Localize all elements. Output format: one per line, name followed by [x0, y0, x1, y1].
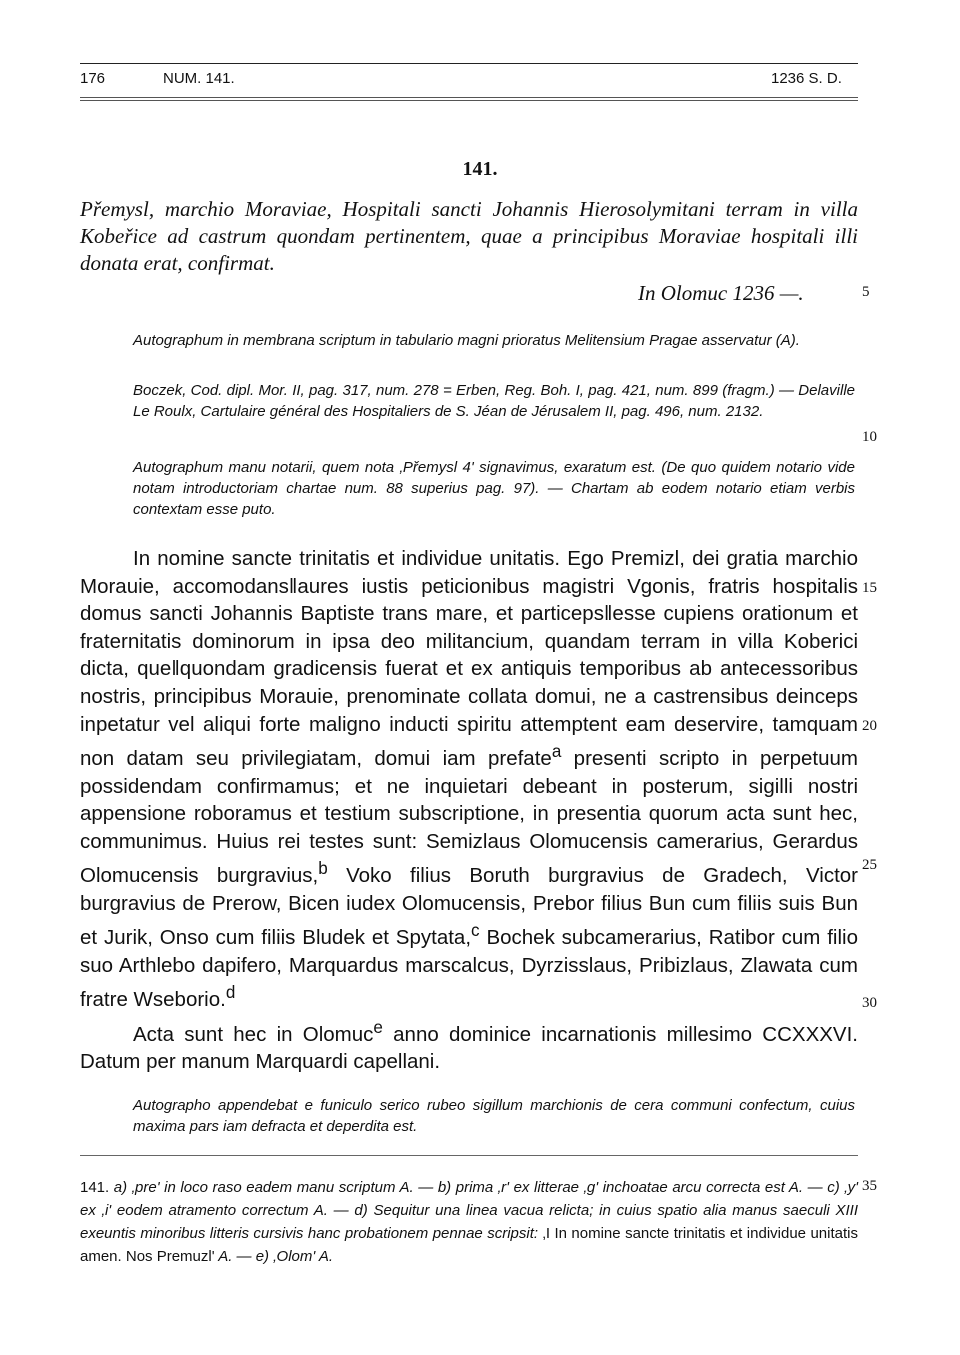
- footnote-body: a) ‚pre' in loco raso eadem manu scriptum A. — b) prima ‚r' ex litterae ‚g' inchoatae arcu correcta est A. — c) ‚y' ex ‚i' eodem atramento correctum A. — d) Sequitur una linea vacua relicta; in cuius spatio alia manus saeculi XIII exeuntis minoribus litteris cursivis hanc probationem pennae scripsit:: [80, 1179, 858, 1242]
- line-number-10: 10: [862, 429, 877, 445]
- regest: Přemysl, marchio Moraviae, Hospitali sancti Johannis Hierosolymitani terram in villa Kobeřice ad castrum quondam pertinentem, quae a principibus Moraviae hospitali illi donata erat, confirmat.: [80, 197, 858, 275]
- footnote-lead: 141.: [80, 1179, 114, 1196]
- footnote-mark-c: c: [471, 921, 480, 941]
- footnote-tail: A. — e) ‚Olom' A.: [214, 1248, 334, 1265]
- document-number: 141.: [462, 158, 498, 180]
- line-number-20: 20: [862, 718, 877, 734]
- note-hand: Autographum manu notarii, quem nota ‚Přemysl 4' signavimus, exaratum est. (De quo quidem notario vide notam introductoriam chartae num. 88 superius pag. 97). — Chartam ab eodem notario etiam verbis contextam esse puto.: [133, 459, 855, 518]
- document-ref: NUM. 141.: [163, 70, 235, 87]
- note-tradition: Autographum in membrana scriptum in tabulario magni prioratus Melitensium Pragae asservatur (A).: [133, 332, 800, 349]
- footnote-mark-e: e: [373, 1017, 383, 1037]
- page-number: 176: [80, 70, 106, 87]
- footnote-quote: ‚I In nomine sancte trinitatis et individue unitatis amen. Nos Premuzl': [80, 1225, 858, 1265]
- charter-text: [80, 545, 858, 1076]
- header-rule-double-bottom: [80, 100, 858, 101]
- line-number-25: 25: [862, 857, 877, 873]
- header-date: 1236 S. D.: [771, 70, 842, 87]
- footnotes: [80, 1176, 858, 1268]
- note-editions: Boczek, Cod. dipl. Mor. II, pag. 317, num. 278 = Erben, Reg. Boh. I, pag. 421, num. 899 (fragm.) — Delaville Le Roulx, Cartulaire général des Hospitaliers de S. Jéan de Jérusalem II, pag. 496, num. 2132.: [133, 382, 855, 420]
- seal-note: Autographo appendebat e funiculo serico rubeo sigillum marchionis de cera communi confectum, cuius maxima pars iam defracta et deperdita est.: [133, 1097, 855, 1135]
- line-number-15: 15: [862, 580, 877, 596]
- footnote-mark-a: a: [551, 742, 562, 762]
- apparatus-rule: [80, 1155, 858, 1156]
- running-header: [80, 70, 858, 94]
- charter-paragraph-2: Acta sunt hec in Olomuc$^e$ anno dominice incarnationis millesimo CCXXXVI. Datum per manum Marquardi capellani.: [80, 1017, 858, 1074]
- header-rule-double-top: [80, 97, 858, 98]
- line-number-35: 35: [862, 1178, 877, 1194]
- header-rule: [80, 63, 858, 64]
- footnote-mark-d: d: [225, 983, 236, 1003]
- line-number-30: 30: [862, 995, 877, 1011]
- footnote-mark-b: b: [318, 859, 328, 879]
- place-date: In Olomuc 1236 —.: [638, 281, 804, 305]
- charter-paragraph-1: In nomine sancte trinitatis et individue unitatis. Ego Premizl, dei gratia marchio Morauie, accomodans‖aures iustis peticionibus magistri Vgonis, fratris hospitalis domus sancti Johannis Baptiste trans mare, et particeps‖esse cupiens orationum et fraternitatis dominorum in ipsa deo militancium, quandam terram in villa Koberici dicta, que‖quondam gradicensis fuerat et ex antiquis temporibus ab antecessoribus nostris, principibus Morauie, prenominate collata domui, ne a castrensibus deinceps inpetatur vel aliqui forte maligno inducti spiritu attemptent eam deservire, tamquam non datam seu privilegiatam, domui iam prefate$^a$ presenti scripto in perpetuum possidendam confirmamus; et ne inquietari debeant in posterum, sigilli nostri appensione roboramus et testium subscriptione, in presentia quorum acta sunt hec, communimus. Huius rei testes sunt: Semizlaus Olomucensis camerarius, Gerardus Olomucensis burgravius,$^b$ Voko filius Boruth burgravius de Gradech, Victor burgravius de Prerow, Bicen iudex Olomucensis, Prebor filius Bun cum filiis suis Bun et Jurik, Onso cum filiis Bludek et Spytata,$^c$ Bochek subcamerarius, Ratibor cum filio suo Arthlebo dapifero, Marquardus marscalcus, Dyrzisslaus, Pribizlaus, Zlawata cum fratre Wseborio.$^d$: [80, 547, 859, 1012]
- line-number-5: 5: [862, 284, 870, 300]
